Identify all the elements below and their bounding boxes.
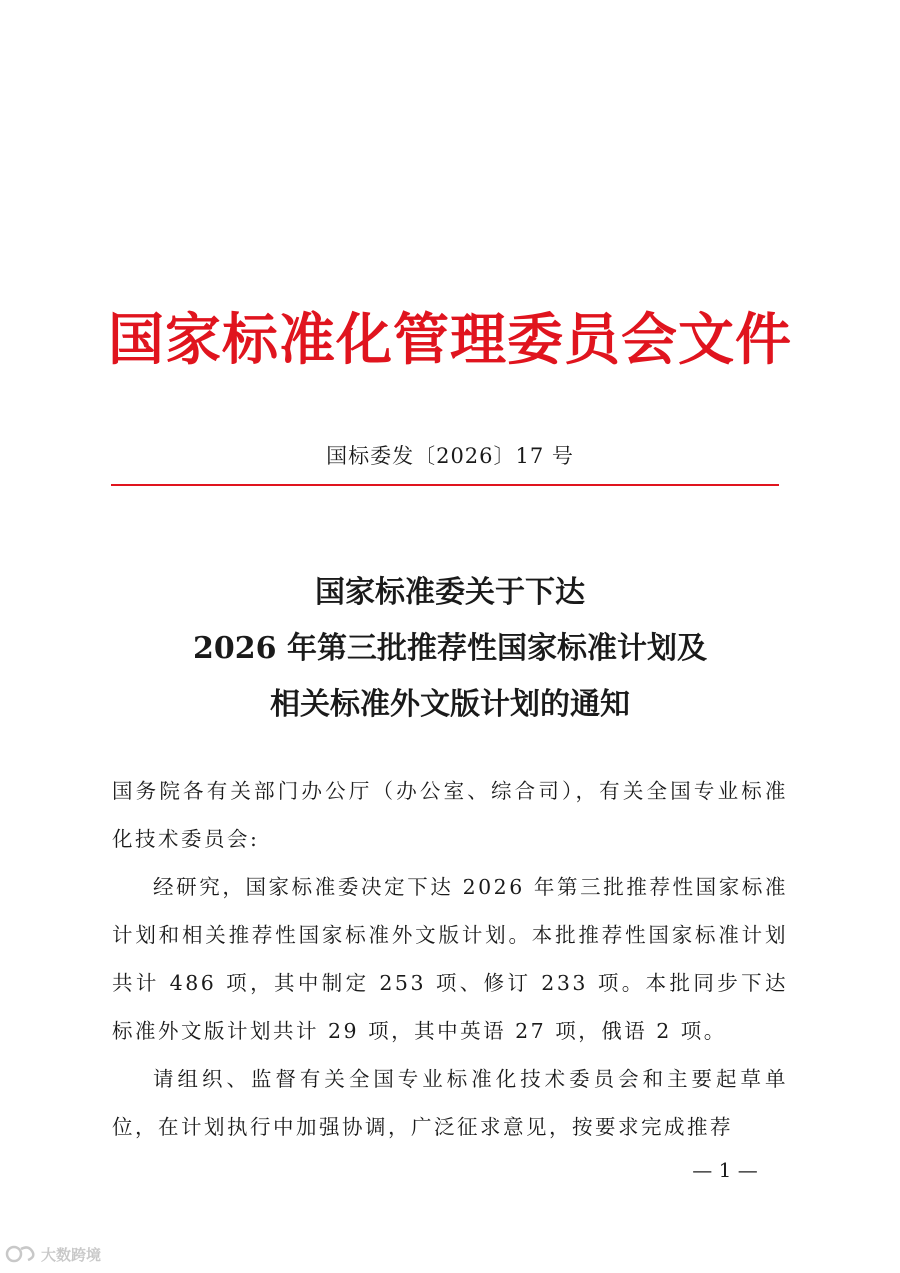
page-number: — 1 —: [692, 1158, 758, 1182]
document-body: [112, 767, 788, 1151]
title-line-3: 相关标准外文版计划的通知: [270, 687, 630, 722]
watermark-text: 大数跨境: [41, 1245, 102, 1264]
masthead-title: 国家标准化管理委员会文件: [108, 307, 792, 373]
notice-title: [0, 565, 900, 733]
title-line-1: 国家标准委关于下达: [315, 575, 585, 610]
document-number: 国标委发〔2026〕17 号: [326, 444, 574, 468]
body-paragraph-2: 请组织、监督有关全国专业标准化技术委员会和主要起草单位，在计划执行中加强协调，广泛征求意见，按要求完成推荐: [112, 1067, 788, 1139]
title-line-2: 2026 年第三批推荐性国家标准计划及: [193, 631, 707, 666]
body-paragraph-1: 经研究，国家标准委决定下达 2026 年第三批推荐性国家标准计划和相关推荐性国家标准外文版计划。本批推荐性国家标准计划共计 486 项，其中制定 253 项、修订 233 项。本批同步下达标准外文版计划共计 29 项，其中英语 27 项，俄语 2 项。: [112, 875, 788, 1043]
logo-icon: [4, 1243, 38, 1265]
salutation: 国务院各有关部门办公厅（办公室、综合司），有关全国专业标准化技术委员会:: [112, 779, 788, 851]
watermark: [4, 1241, 101, 1267]
red-separator-line: [111, 484, 779, 486]
